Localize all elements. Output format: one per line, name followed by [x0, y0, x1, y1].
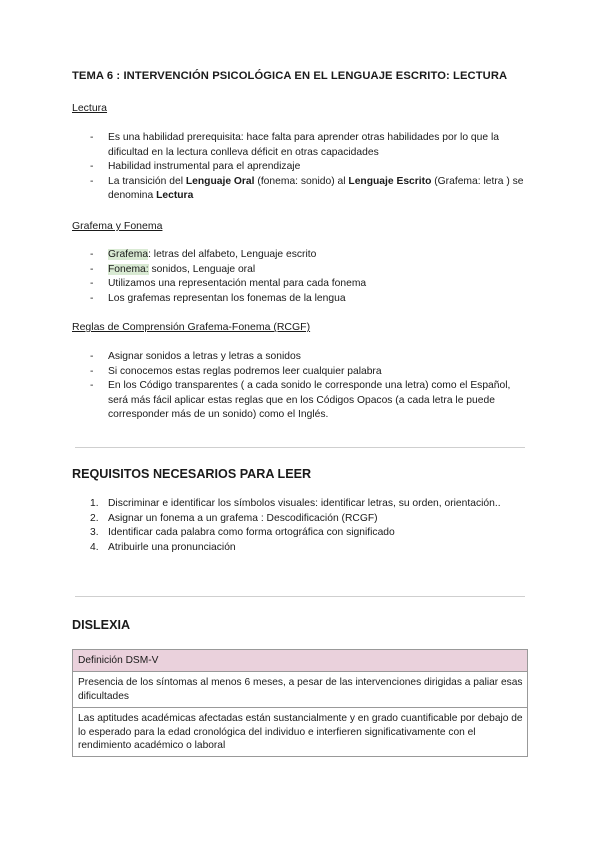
table-cell: Las aptitudes académicas afectadas están sustancialmente y en grado cuantificable por debajo de lo esperado para la edad cronológica del individuo e interfieren significativamente con el rendimiento académico o laboral [73, 708, 528, 757]
highlighted-term: Fonema: [108, 263, 149, 275]
list-number: 4. [90, 541, 99, 553]
dsm-v-table [72, 649, 528, 757]
document-title: TEMA 6 : INTERVENCIÓN PSICOLÓGICA EN EL LENGUAJE ESCRITO: LECTURA [72, 70, 508, 82]
list-item: 1. Discriminar e identificar los símbolos visuales: identificar letras, su orden, orientación.. [90, 497, 530, 512]
dash-bullet: - [90, 175, 94, 187]
list-item: 2. Asignar un fonema a un grafema : Descodificación (RCGF) [90, 512, 530, 527]
divider [75, 596, 525, 597]
section-heading-lectura: Lectura [72, 102, 108, 114]
dash-bullet: - [90, 292, 94, 304]
dash-bullet: - [90, 365, 94, 377]
list-item: - Fonema: sonidos, Lenguaje oral [90, 263, 530, 278]
section-heading-reglas: Reglas de Comprensión Grafema-Fonema (RCGF) [72, 321, 311, 333]
table-row [73, 650, 528, 672]
dash-bullet: - [90, 161, 94, 173]
dash-bullet: - [90, 249, 94, 260]
reglas-list [90, 350, 530, 423]
list-item: - Grafema: letras del alfabeto, Lenguaje escrito [90, 248, 530, 263]
list-item: - Es una habilidad prerequisita: hace falta para aprender otras habilidades por lo que la dificultad en la lectura conlleva déficit en otras capacidades [90, 132, 499, 158]
divider [75, 447, 525, 448]
dash-bullet: - [90, 351, 94, 362]
list-item: - Habilidad instrumental para el aprendizaje [90, 160, 530, 175]
list-number: 3. [90, 527, 99, 539]
list-item: - En los Código transparentes ( a cada sonido le corresponde una letra) como el Español, será más fácil aplicar estas reglas que en los Códigos Opacos (a cada letra le puede corresponder más de un sonido) como el Inglés. [90, 380, 511, 421]
list-number: 1. [90, 498, 99, 509]
list-item: 3. Identificar cada palabra como forma ortográfica con significado [90, 526, 530, 541]
dash-bullet: - [90, 132, 94, 143]
table-row [73, 672, 528, 708]
list-item: - Asignar sonidos a letras y letras a sonidos [90, 350, 530, 365]
list-item: - Utilizamos una representación mental para cada fonema [90, 277, 530, 292]
table-cell: Presencia de los síntomas al menos 6 meses, a pesar de las intervenciones dirigidas a paliar esas dificultades [73, 672, 528, 708]
dash-bullet: - [90, 263, 94, 275]
list-number: 2. [90, 512, 99, 524]
list-item: - La transición del Lenguaje Oral (fonema: sonido) al Lenguaje Escrito (Grafema: letra ) se denomina Lectura [90, 175, 524, 202]
section-heading-dislexia: DISLEXIA [72, 618, 131, 632]
dash-bullet: - [90, 380, 94, 392]
requisitos-list [90, 497, 530, 555]
table-row [73, 708, 528, 757]
list-item: - Los grafemas representan los fonemas de la lengua [90, 292, 530, 307]
list-item: - Si conocemos estas reglas podremos leer cualquier palabra [90, 365, 530, 380]
list-item: 4. Atribuirle una pronunciación [90, 541, 530, 556]
table-header-cell: Definición DSM-V [73, 650, 528, 672]
dash-bullet: - [90, 278, 94, 290]
section-heading-grafema: Grafema y Fonema [72, 220, 163, 232]
highlighted-term: Grafema [108, 249, 149, 260]
section-heading-requisitos: REQUISITOS NECESARIOS PARA LEER [72, 467, 312, 481]
lectura-list [90, 131, 530, 204]
grafema-list [90, 248, 530, 306]
